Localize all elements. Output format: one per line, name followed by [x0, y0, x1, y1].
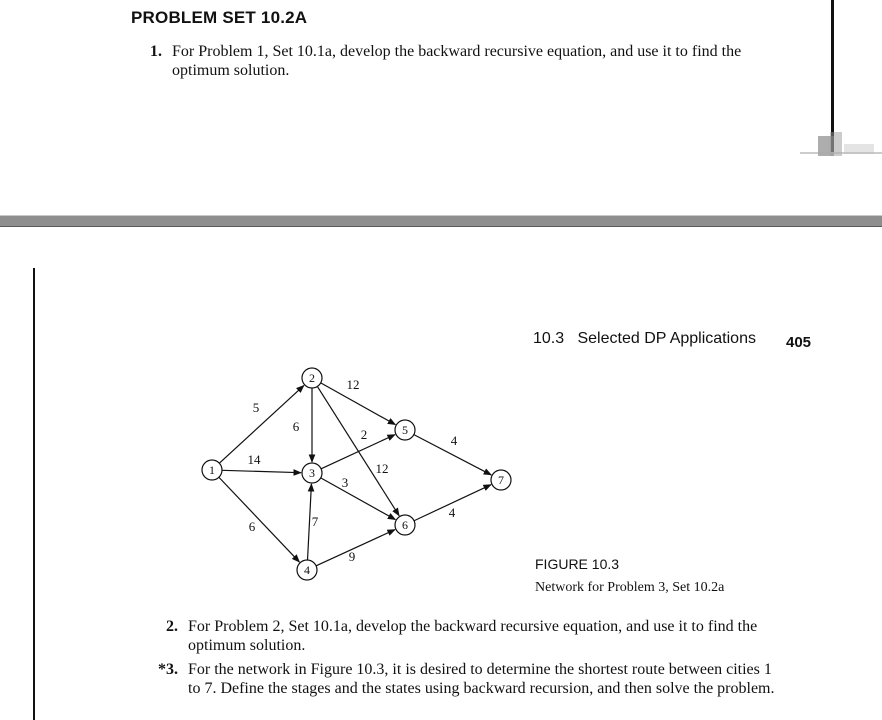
figure-caption: Network for Problem 3, Set 10.2a	[535, 580, 725, 595]
edge-weight-1-2: 5	[252, 400, 260, 415]
edge-weight-4-6: 9	[348, 549, 356, 564]
node-label-4: 4	[304, 563, 310, 577]
node-label-7: 7	[498, 473, 504, 487]
problem-2	[166, 617, 826, 655]
problem-2-line-2: optimum solution.	[188, 637, 306, 654]
left-margin-rule	[33, 268, 35, 720]
edge-weight-3-6: 12	[375, 461, 389, 476]
edge-weight-6-7: 4	[448, 505, 456, 520]
edge-1-2	[219, 385, 304, 463]
edge-weight-1-3: 14	[247, 452, 261, 467]
problem-3-number: *3.	[158, 661, 178, 678]
node-label-2: 2	[309, 371, 315, 385]
edge-weight-2-5: 12	[346, 377, 360, 392]
node-label-6: 6	[402, 518, 408, 532]
problem-3	[158, 660, 826, 698]
problem-3-line-1: For the network in Figure 10.3, it is desired to determine the shortest route between cities 1	[188, 661, 772, 678]
figure-label: FIGURE 10.3	[535, 556, 620, 572]
network-diagram	[195, 360, 525, 590]
edge-3-6	[321, 478, 396, 520]
problem-1-line-2: optimum solution.	[172, 62, 290, 79]
problem-1	[150, 42, 810, 80]
problem-1-number: 1.	[150, 43, 162, 60]
edge-weight-4-3: 7	[311, 514, 319, 529]
edge-weight-2-6: 2	[360, 427, 368, 442]
edge-weight-3-5: 3	[341, 475, 349, 490]
node-label-1: 1	[209, 463, 215, 477]
edge-1-4	[219, 477, 300, 562]
page-number: 405	[786, 334, 812, 351]
node-label-5: 5	[402, 423, 408, 437]
scan-speckle	[800, 130, 882, 158]
edge-weight-1-4: 6	[248, 519, 256, 534]
edge-weight-2-3: 6	[292, 419, 300, 434]
edge-1-3	[222, 470, 301, 472]
page-separator	[0, 215, 882, 227]
problem-set-heading: PROBLEM SET 10.2A	[131, 8, 308, 27]
edge-weight-5-7: 4	[450, 433, 458, 448]
edge-4-6	[316, 530, 395, 566]
problem-3-line-2: to 7. Define the stages and the states using backward recursion, and then solve the problem.	[188, 680, 775, 697]
node-label-3: 3	[309, 466, 315, 480]
problem-2-number: 2.	[166, 618, 178, 635]
running-head: 10.3 Selected DP Applications	[533, 330, 756, 347]
problem-2-line-1: For Problem 2, Set 10.1a, develop the backward recursive equation, and use it to find the	[188, 618, 758, 635]
problem-1-line-1: For Problem 1, Set 10.1a, develop the backward recursive equation, and use it to find the	[172, 43, 742, 60]
